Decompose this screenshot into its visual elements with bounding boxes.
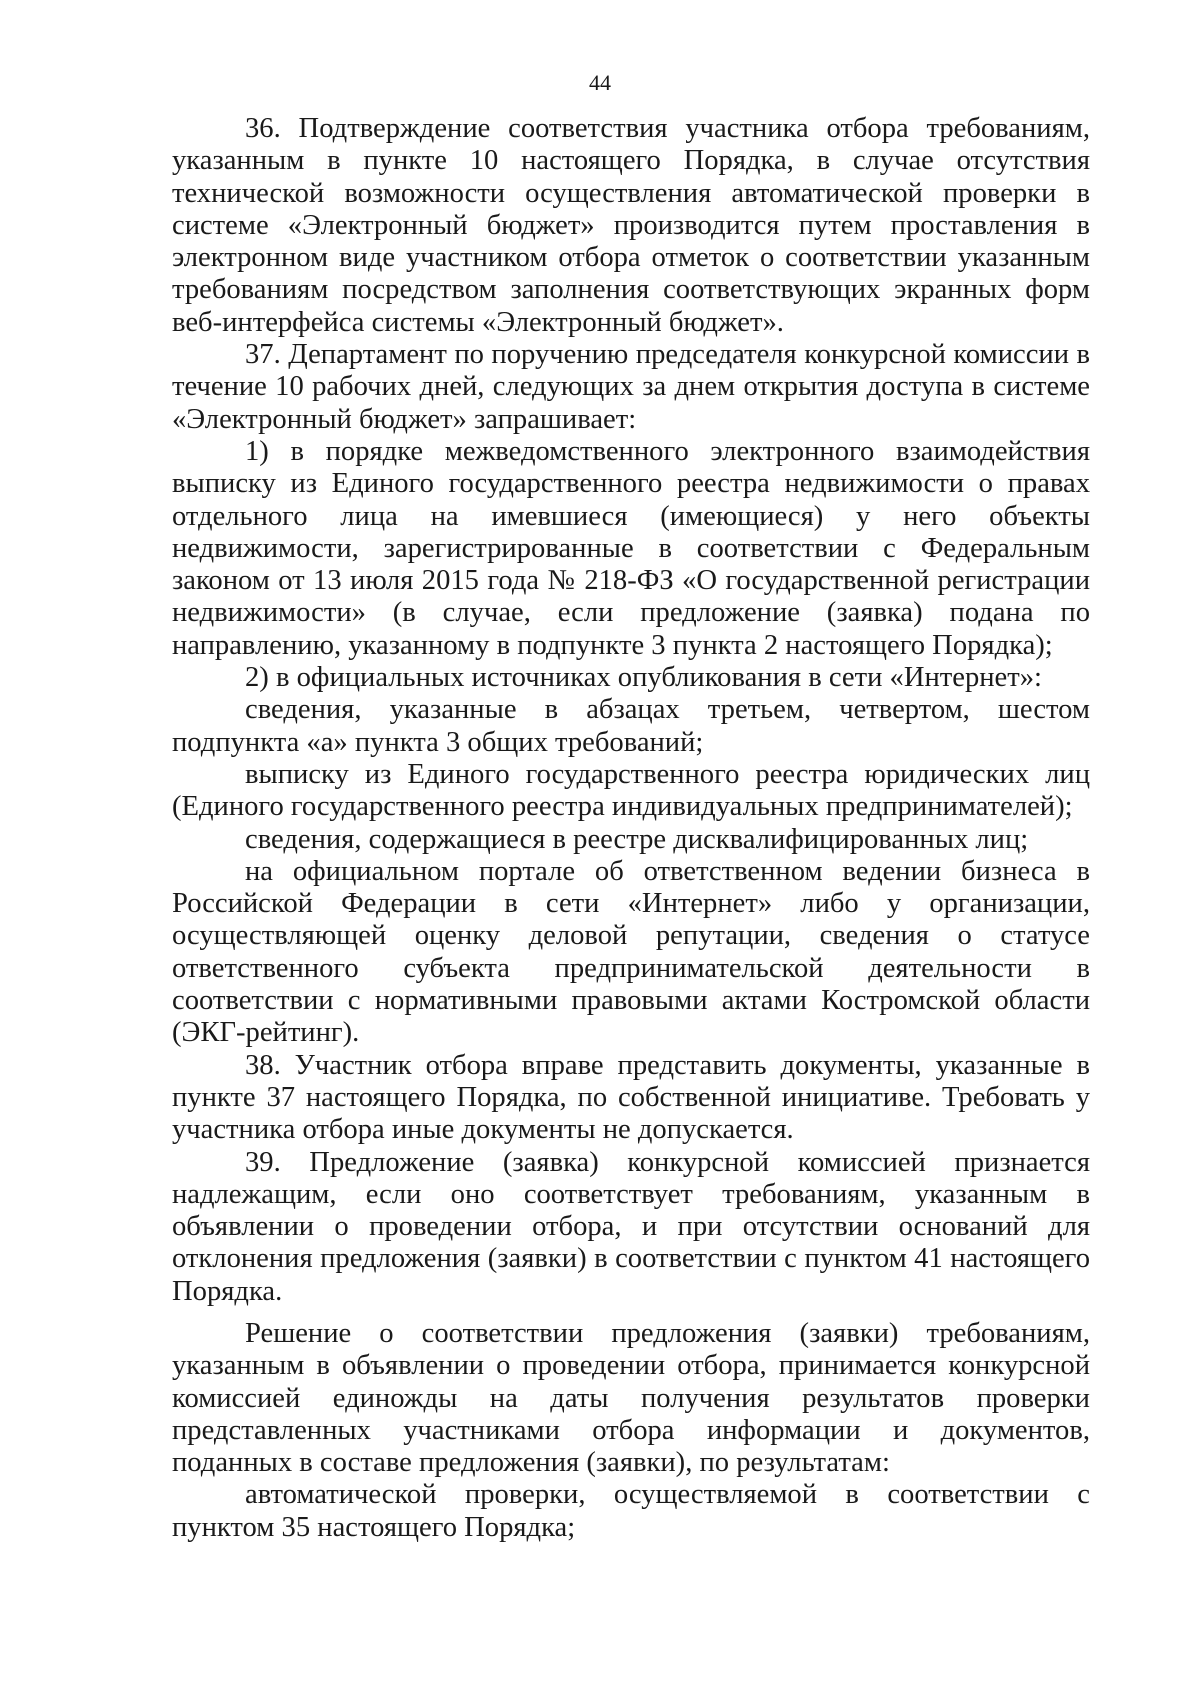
- paragraph-37-item-2-subitem-1: сведения, указанные в абзацах третьем, четвертом, шестом подпункта «а» пункта 3 общих требований;: [172, 694, 1090, 758]
- paragraph-39: 39. Предложение (заявка) конкурсной комиссией признается надлежащим, если оно соответствует требованиям, указанным в объявлении о проведении отбора, и при отсутствии оснований для отклонения предложения (заявки) в соответствии с пунктом 41 настоящего Порядка.: [172, 1146, 1090, 1307]
- page-number: 44: [589, 70, 611, 95]
- paragraph-37-item-2-subitem-2: выписку из Единого государственного реестра юридических лиц (Единого государственного реестра индивидуальных предпринимателей);: [172, 758, 1090, 823]
- paragraph-38: 38. Участник отбора вправе представить документы, указанные в пункте 37 настоящего Порядка, по собственной инициативе. Требовать у участника отбора иные документы не допускается.: [172, 1049, 1090, 1146]
- document-body: [172, 113, 1090, 1544]
- paragraph-37-item-1: 1) в порядке межведомственного электронного взаимодействия выписку из Единого государственного реестра недвижимости о правах отдельного лица на имевшиеся (имеющиеся) у него объекты недвижимости, зарегистрированные в соответствии с Федеральным законом от 13 июля 2015 года № 218-ФЗ «О государственной регистрации недвижимости» (в случае, если предложение (заявка) подана по направлению, указанному в подпункте 3 пункта 2 настоящего Порядка);: [172, 435, 1090, 661]
- paragraph-37-item-2-subitem-4: на официальном портале об ответственном ведении бизнеса в Российской Федерации в сети «Интернет» либо у организации, осуществляющей оценку деловой репутации, сведения о статусе ответственного субъекта предпринимательской деятельности в соответствии с нормативными правовыми актами Костромской области (ЭКГ-рейтинг).: [172, 855, 1090, 1049]
- paragraph-39-decision: Решение о соответствии предложения (заявки) требованиям, указанным в объявлении о проведении отбора, принимается конкурсной комиссией единожды на даты получения результатов проверки представленных участниками отбора информации и документов, поданных в составе предложения (заявки), по результатам:: [172, 1317, 1090, 1479]
- paragraph-37-item-2: 2) в официальных источниках опубликования в сети «Интернет»:: [245, 662, 1042, 694]
- paragraph-37: 37. Департамент по поручению председателя конкурсной комиссии в течение 10 рабочих дней, следующих за днем открытия доступа в системе «Электронный бюджет» запрашивает:: [172, 339, 1090, 435]
- paragraph-37-item-2-subitem-3: сведения, содержащиеся в реестре дисквалифицированных лиц;: [245, 823, 1029, 855]
- paragraph-39-decision-item-1: автоматической проверки, осуществляемой в соответствии с пунктом 35 настоящего Порядка;: [172, 1479, 1090, 1543]
- paragraph-36: 36. Подтверждение соответствия участника отбора требованиям, указанным в пункте 10 настоящего Порядка, в случае отсутствия технической возможности осуществления автоматической проверки в системе «Электронный бюджет» производится путем проставления в электронном виде участником отбора отметок о соответствии указанным требованиям посредством заполнения соответствующих экранных форм веб-интерфейса системы «Электронный бюджет».: [172, 113, 1090, 338]
